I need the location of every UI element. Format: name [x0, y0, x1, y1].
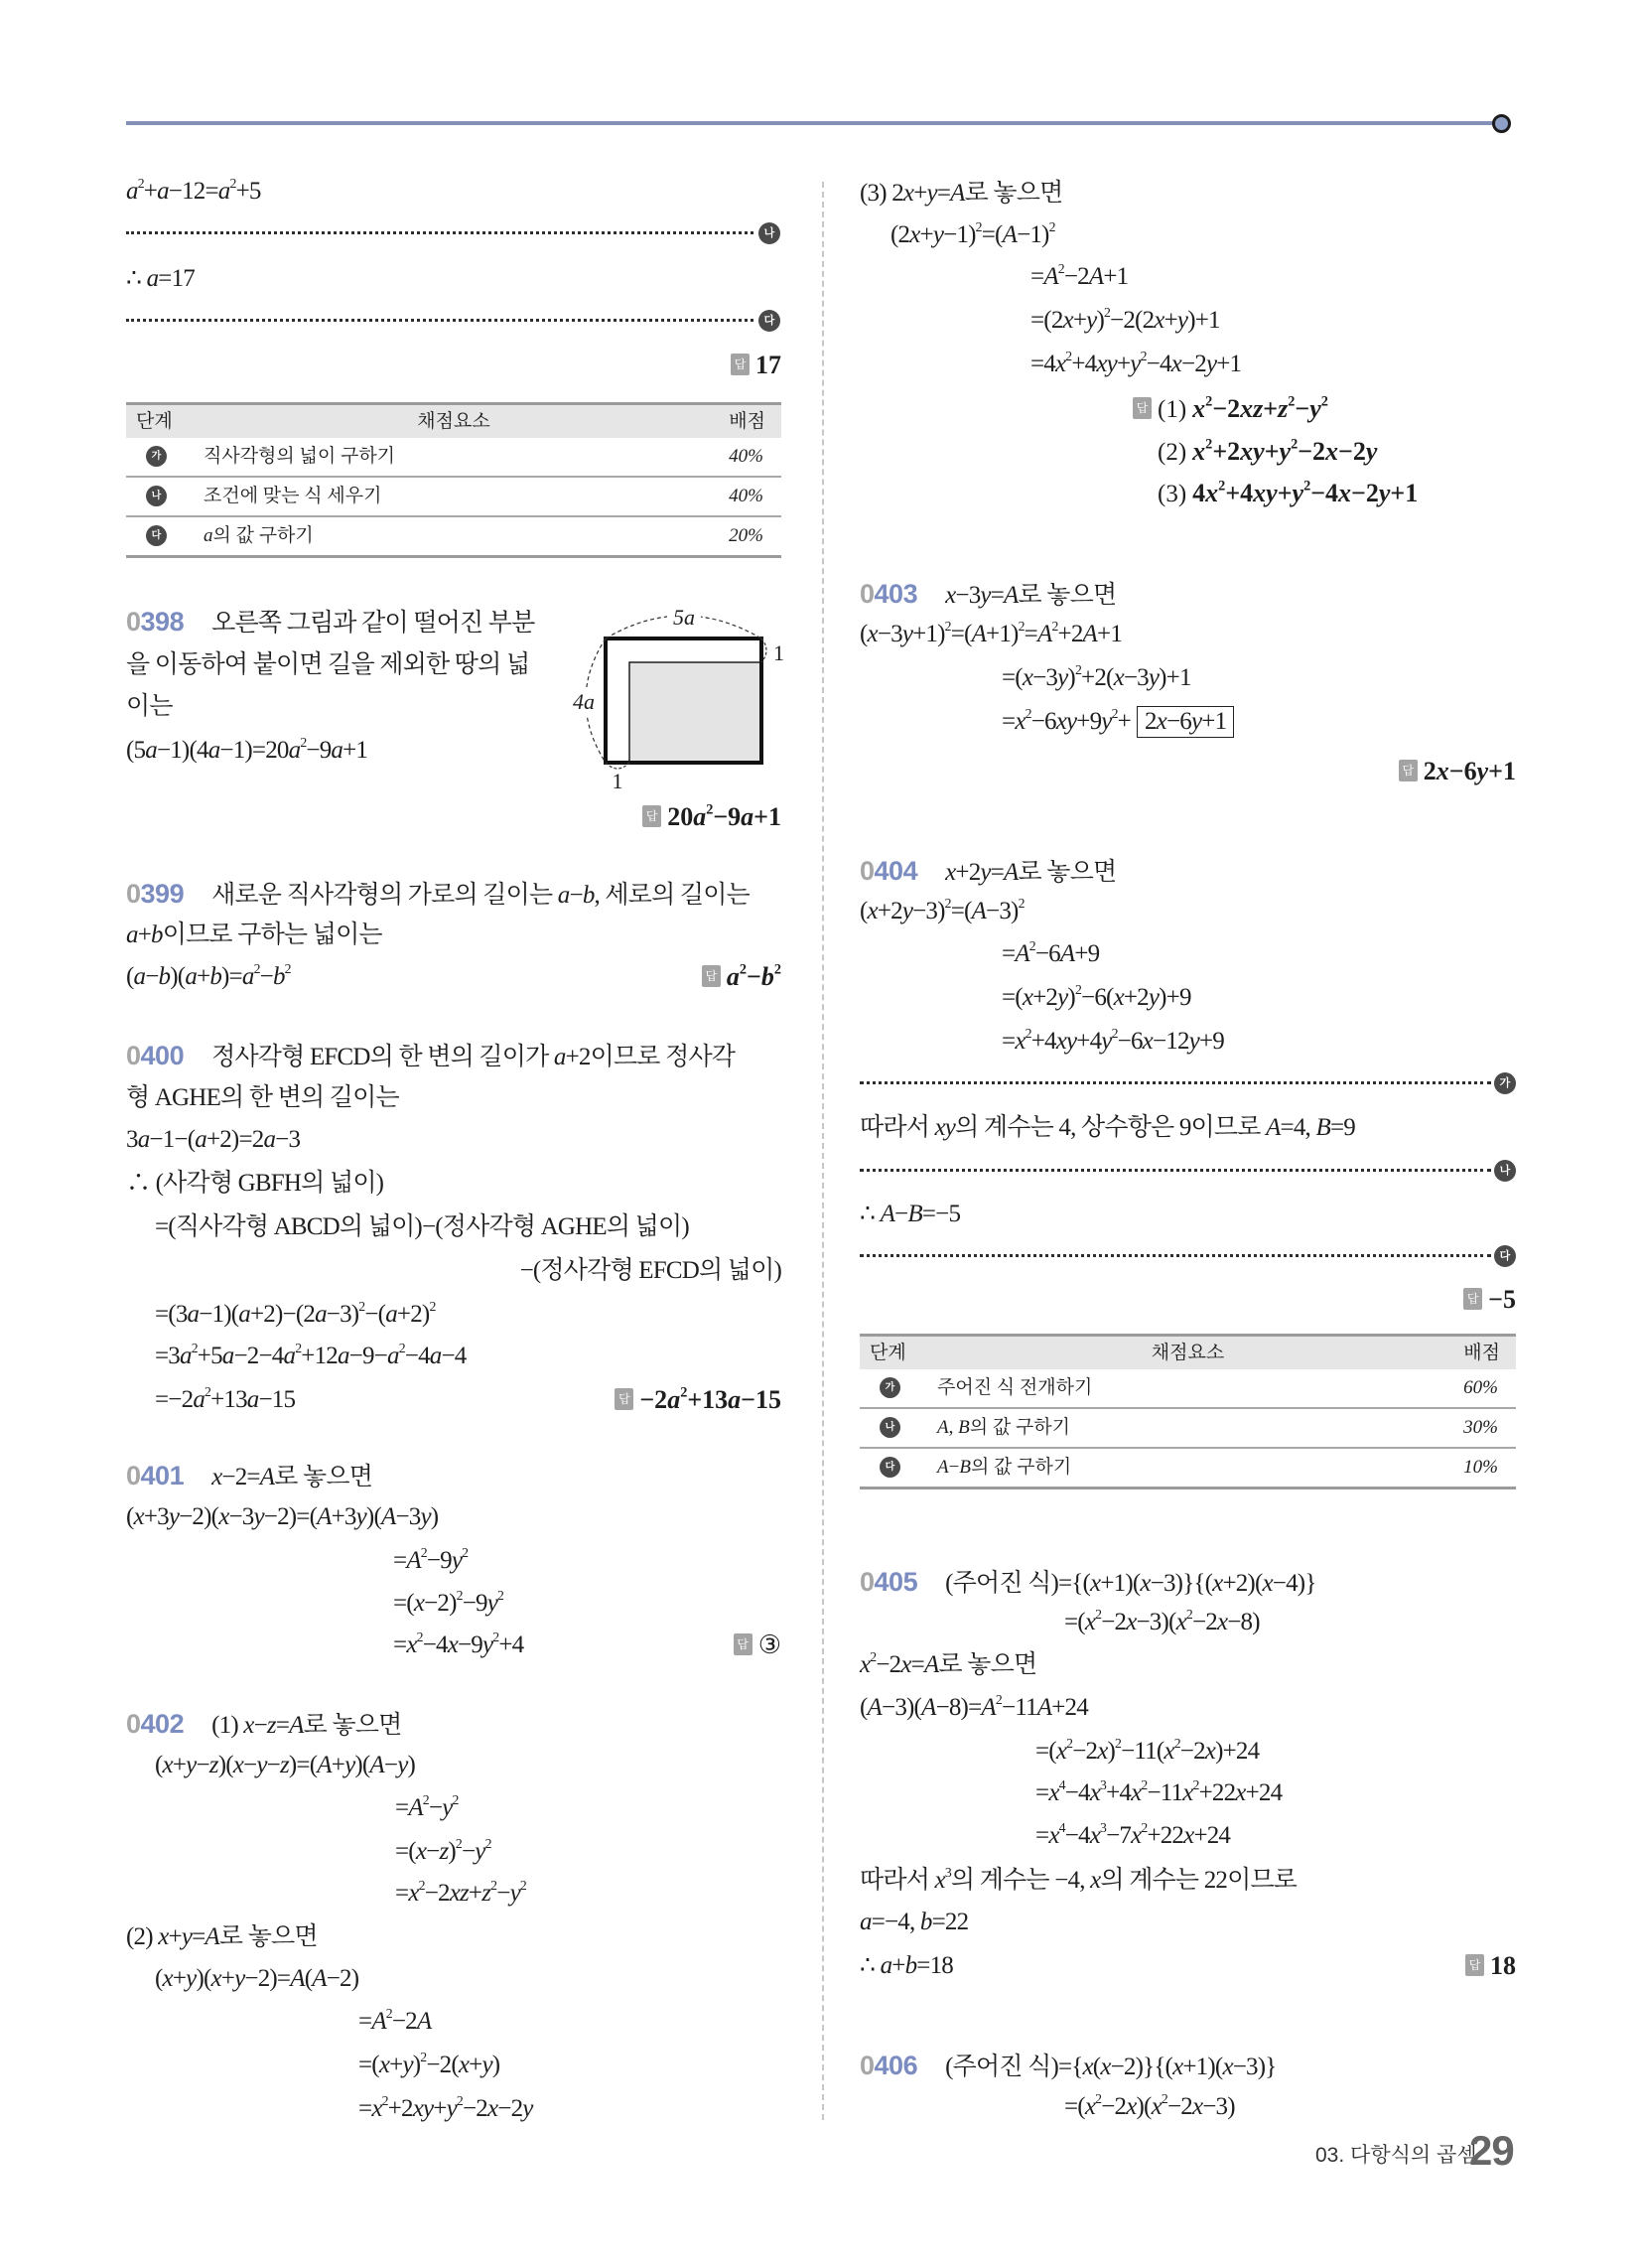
dotted-line [126, 319, 753, 322]
solution-line: $=A^2-6A+9$ [1002, 938, 1100, 967]
solution-line: −(정사각형 EFCD의 넓이) [519, 1257, 781, 1284]
solution-line: $=4x^2+4xy+y^2-4x-2y+1$ [1030, 349, 1242, 377]
problem-heading-0398 [126, 601, 534, 642]
answer [702, 956, 781, 998]
answer [642, 796, 781, 838]
solution-line: ∴ a+b=18 [860, 1952, 953, 1979]
solution-line: $=(x+y)^2-2(x+y)$ [358, 2050, 500, 2078]
solution-line: $a^2+a-12=a^2+5$ [126, 176, 261, 205]
answer-value: $x^2-2xz+z^2-y^2$ [1192, 393, 1328, 423]
rubric-header-criteria: 채점요소 [1151, 1343, 1225, 1363]
answer-badge-icon: 답 [615, 1388, 633, 1410]
problem-heading-0404 [860, 850, 1116, 892]
answer-value: ③ [757, 1630, 781, 1659]
solution-line: 을 이동하여 붙이면 길을 제외한 땅의 넓 [126, 651, 530, 678]
solution-line: $(2x+y-1)^2=(A-1)^2$ [890, 219, 1055, 248]
step-marker-icon: 가 [1494, 1072, 1516, 1094]
rubric-criteria: 주어진 식 전개하기 [937, 1377, 1093, 1398]
rubric-score: 40% [729, 446, 763, 467]
answer-badge-icon: 답 [731, 354, 750, 375]
solution-line: $=3a^2+5a-2-4a^2+12a-9-a^2-4a-4$ [155, 1341, 467, 1369]
answer-badge-icon: 답 [734, 1633, 753, 1655]
solution-line: 따라서 $x^3$의 계수는 −4, x의 계수는 22이므로 [860, 1865, 1298, 1894]
solution-text: x−2=A로 놓으면 [211, 1464, 373, 1490]
solution-text: x−3y=A로 놓으면 [945, 582, 1117, 609]
problem-number: 0406 [860, 2051, 918, 2080]
solution-line: (3) 2x+y=A로 놓으면 [860, 180, 1063, 207]
answer-value: 18 [1490, 1951, 1516, 1980]
solution-line: $=(x-z)^2-y^2$ [395, 1836, 491, 1865]
solution-line: $=x^4-4x^3-7x^2+22x+24$ [1035, 1820, 1231, 1849]
dotted-line [860, 1081, 1491, 1084]
solution-line: $=x^4-4x^3+4x^2-11x^2+22x+24$ [1035, 1777, 1283, 1806]
solution-text: 정사각형 EFCD의 한 변의 길이가 a+2이므로 정사각 [211, 1044, 736, 1070]
step-marker-icon: 다 [1494, 1245, 1516, 1267]
rubric-row [860, 1407, 1516, 1447]
step-marker-icon: 다 [758, 310, 780, 332]
problem-heading-0402 [126, 1703, 402, 1745]
answer-value: 17 [755, 351, 781, 379]
rubric-criteria: A, B의 값 구하기 [937, 1417, 1070, 1438]
rubric-row [126, 515, 781, 555]
rubric-header-step: 단계 [870, 1343, 906, 1363]
answer-badge-icon: 답 [1465, 1954, 1484, 1976]
solution-line: $=(x^2-2x)(x^2-2x-3)$ [1064, 2091, 1235, 2120]
step-marker-icon: 가 [880, 1377, 900, 1398]
step-marker-icon: 나 [880, 1417, 900, 1438]
step-marker-icon: 다 [146, 525, 167, 546]
solution-line: $=A^2-2A$ [358, 2006, 432, 2035]
solution-text: $=x^2-6xy+9y^2+$ [1002, 706, 1131, 735]
footer-chapter-title: 03. 다항식의 곱셈 [1315, 2144, 1477, 2167]
answer-part-label: (3) [1158, 481, 1187, 507]
answer [1158, 431, 1377, 473]
step-separator [860, 1245, 1516, 1267]
rubric-table [860, 1334, 1516, 1489]
problem-number: 0405 [860, 1567, 918, 1597]
answer-value: $20a^2-9a+1$ [667, 801, 781, 831]
step-separator [126, 222, 781, 244]
problem-heading-0400 [126, 1035, 735, 1076]
problem-number: 0400 [126, 1041, 185, 1070]
rubric-score: 10% [1463, 1457, 1498, 1478]
answer [731, 345, 781, 386]
answer [734, 1625, 781, 1666]
solution-line: $=x^2-4x-9y^2+4$ [393, 1630, 524, 1658]
solution-line: 이는 [126, 693, 173, 720]
rubric-header-row [860, 1337, 1516, 1369]
step-marker-icon: 나 [758, 222, 780, 244]
dotted-line [126, 231, 753, 234]
solution-line: ∴ A−B=−5 [860, 1201, 961, 1227]
solution-line: $=A^2-2A+1$ [1030, 261, 1129, 290]
problem-number: 0398 [126, 607, 185, 637]
solution-line: $=A^2-9y^2$ [393, 1545, 469, 1574]
answer [615, 1379, 781, 1421]
column-divider [822, 182, 824, 2120]
solution-line: $=x^2-2xz+z^2-y^2$ [395, 1878, 526, 1907]
figure-label-left: 4a [573, 689, 595, 714]
solution-line: a+b이므로 구하는 넓이는 [126, 921, 382, 948]
rubric-row [126, 438, 781, 476]
solution-line: $=(x-2)^2-9y^2$ [393, 1588, 504, 1617]
solution-line [1002, 701, 1234, 743]
header-rule-end-dot [1492, 114, 1511, 133]
solution-line: $(x+2y-3)^2=(A-3)^2$ [860, 896, 1025, 924]
step-separator [860, 1072, 1516, 1094]
problem-heading-0401 [126, 1455, 372, 1496]
remaining-land-area [629, 662, 761, 763]
step-separator [860, 1160, 1516, 1182]
solution-text: 오른쪽 그림과 같이 떨어진 부분 [211, 610, 535, 637]
answer-value: 2x−6y+1 [1423, 757, 1516, 785]
answer-value: $x^2+2xy+y^2-2x-2y$ [1192, 436, 1378, 466]
step-marker-icon: 나 [1494, 1160, 1516, 1182]
header-rule [126, 121, 1501, 125]
solution-line: $=(2x+y)^2-2(2x+y)+1$ [1030, 305, 1220, 334]
solution-text: (주어진 식)={x(x−2)}{(x+1)(x−3)} [945, 2054, 1277, 2080]
problem-number: 0403 [860, 579, 918, 609]
solution-line: $(5a-1)(4a-1)=20a^2-9a+1$ [126, 735, 368, 764]
solution-line: 3a−1−(a+2)=2a−3 [126, 1126, 301, 1153]
answer [1463, 1279, 1516, 1321]
rectangle-path-figure [571, 594, 794, 797]
rubric-row [860, 1447, 1516, 1487]
solution-line: $=x^2+4xy+4y^2-6x-12y+9$ [1002, 1026, 1224, 1055]
answer-value: −5 [1488, 1285, 1516, 1314]
page-number: 29 [1469, 2127, 1514, 2174]
solution-line: 따라서 xy의 계수는 4, 상수항은 9이므로 A=4, B=9 [860, 1114, 1355, 1141]
solution-line: $=(x-3y)^2+2(x-3y)+1$ [1002, 662, 1191, 691]
answer-badge-icon: 답 [702, 965, 721, 987]
rubric-header-step: 단계 [136, 411, 173, 432]
step-marker-icon: 가 [146, 446, 167, 467]
answer-part-label: (1) [1158, 396, 1187, 423]
rubric-criteria: a의 값 구하기 [204, 525, 314, 546]
solution-line: $(A-3)(A-8)=A^2-11A+24$ [860, 1692, 1088, 1721]
problem-number: 0404 [860, 856, 918, 886]
rubric-score: 30% [1463, 1417, 1498, 1438]
problem-heading-0403 [860, 573, 1116, 615]
rubric-header-criteria: 채점요소 [417, 411, 490, 432]
figure-label-bottom: 1 [612, 769, 623, 793]
rubric-score: 40% [729, 486, 763, 506]
solution-line: (x+y−z)(x−y−z)=(A+y)(A−y) [155, 1752, 416, 1778]
rubric-row [126, 476, 781, 515]
figure-label-right: 1 [773, 640, 784, 665]
dotted-line [860, 1254, 1491, 1257]
solution-line: (2) x+y=A로 놓으면 [126, 1923, 318, 1950]
solution-line: $=(x^2-2x)^2-11(x^2-2x)+24$ [1035, 1736, 1260, 1765]
rubric-header-row [126, 405, 781, 438]
solution-line: $x^2-2x=A$로 놓으면 [860, 1649, 1037, 1678]
answer-badge-icon: 답 [642, 805, 661, 827]
answer [1465, 1945, 1516, 1987]
solution-line: $(x-3y+1)^2=(A+1)^2=A^2+2A+1$ [860, 619, 1123, 647]
rubric-score: 60% [1463, 1377, 1498, 1398]
solution-text: (주어진 식)={(x+1)(x−3)}{(x+2)(x−4)} [945, 1570, 1316, 1597]
solution-line: $=(x+2y)^2-6(x+2y)+9$ [1002, 982, 1191, 1011]
rubric-header-score: 배점 [1463, 1343, 1500, 1363]
rubric-criteria: 직사각형의 넓이 구하기 [204, 446, 396, 467]
answer [1399, 751, 1516, 792]
solution-line: $=(x^2-2x-3)(x^2-2x-8)$ [1064, 1607, 1260, 1635]
rubric-criteria: A−B의 값 구하기 [937, 1457, 1072, 1478]
problem-number: 0401 [126, 1461, 185, 1490]
rubric-header-score: 배점 [729, 411, 765, 432]
answer-badge-icon: 답 [1463, 1288, 1482, 1310]
solution-text: x+2y=A로 놓으면 [945, 859, 1117, 886]
problem-number: 0399 [126, 879, 185, 909]
rubric-table [126, 402, 781, 558]
rubric-row [860, 1369, 1516, 1407]
step-marker-icon: 나 [146, 486, 167, 506]
solution-line: a=−4, b=22 [860, 1909, 969, 1935]
solution-text: 새로운 직사각형의 가로의 길이는 a−b, 세로의 길이는 [211, 882, 750, 909]
solution-line: 형 AGHE의 한 변의 길이는 [126, 1084, 399, 1111]
solution-line: $=x^2+2xy+y^2-2x-2y$ [358, 2093, 533, 2122]
boxed-expression: 2x−6y+1 [1137, 706, 1234, 738]
answer-badge-icon: 답 [1133, 397, 1152, 419]
answer-value: $-2a^2+13a-15$ [639, 1384, 781, 1414]
answer [1158, 473, 1418, 514]
dotted-line [860, 1169, 1491, 1172]
solution-line: $=A^2-y^2$ [395, 1792, 459, 1821]
rubric-score: 20% [729, 525, 763, 546]
answer-value: $a^2-b^2$ [726, 961, 781, 991]
solution-line: ∴ (사각형 GBFH의 넓이) [126, 1170, 384, 1197]
figure-label-top: 5a [673, 605, 695, 630]
solution-line: (x+3y−2)(x−3y−2)=(A+3y)(A−3y) [126, 1503, 439, 1530]
answer-value: $4x^2+4xy+y^2-4x-2y+1$ [1192, 478, 1419, 507]
problem-number: 0402 [126, 1709, 185, 1739]
step-marker-icon: 다 [880, 1457, 900, 1478]
solution-text: (1) x−z=A로 놓으면 [211, 1712, 402, 1739]
solution-line: =(직사각형 ABCD의 넓이)−(정사각형 AGHE의 넓이) [155, 1213, 689, 1240]
rubric-criteria: 조건에 맞는 식 세우기 [204, 486, 382, 506]
problem-heading-0406 [860, 2045, 1276, 2086]
answer [1133, 388, 1328, 430]
solution-line: (x+y)(x+y−2)=A(A−2) [155, 1965, 359, 1992]
solution-line: $(a-b)(a+b)=a^2-b^2$ [126, 961, 291, 990]
problem-heading-0405 [860, 1561, 1316, 1603]
answer-badge-icon: 답 [1399, 760, 1418, 781]
solution-line: ∴ a=17 [126, 265, 195, 292]
solution-line: $=-2a^2+13a-15$ [155, 1384, 296, 1413]
solution-line: $=(3a-1)(a+2)-(2a-3)^2-(a+2)^2$ [155, 1299, 436, 1328]
answer-part-label: (2) [1158, 439, 1187, 466]
step-separator [126, 310, 781, 332]
problem-heading-0399 [126, 873, 750, 915]
